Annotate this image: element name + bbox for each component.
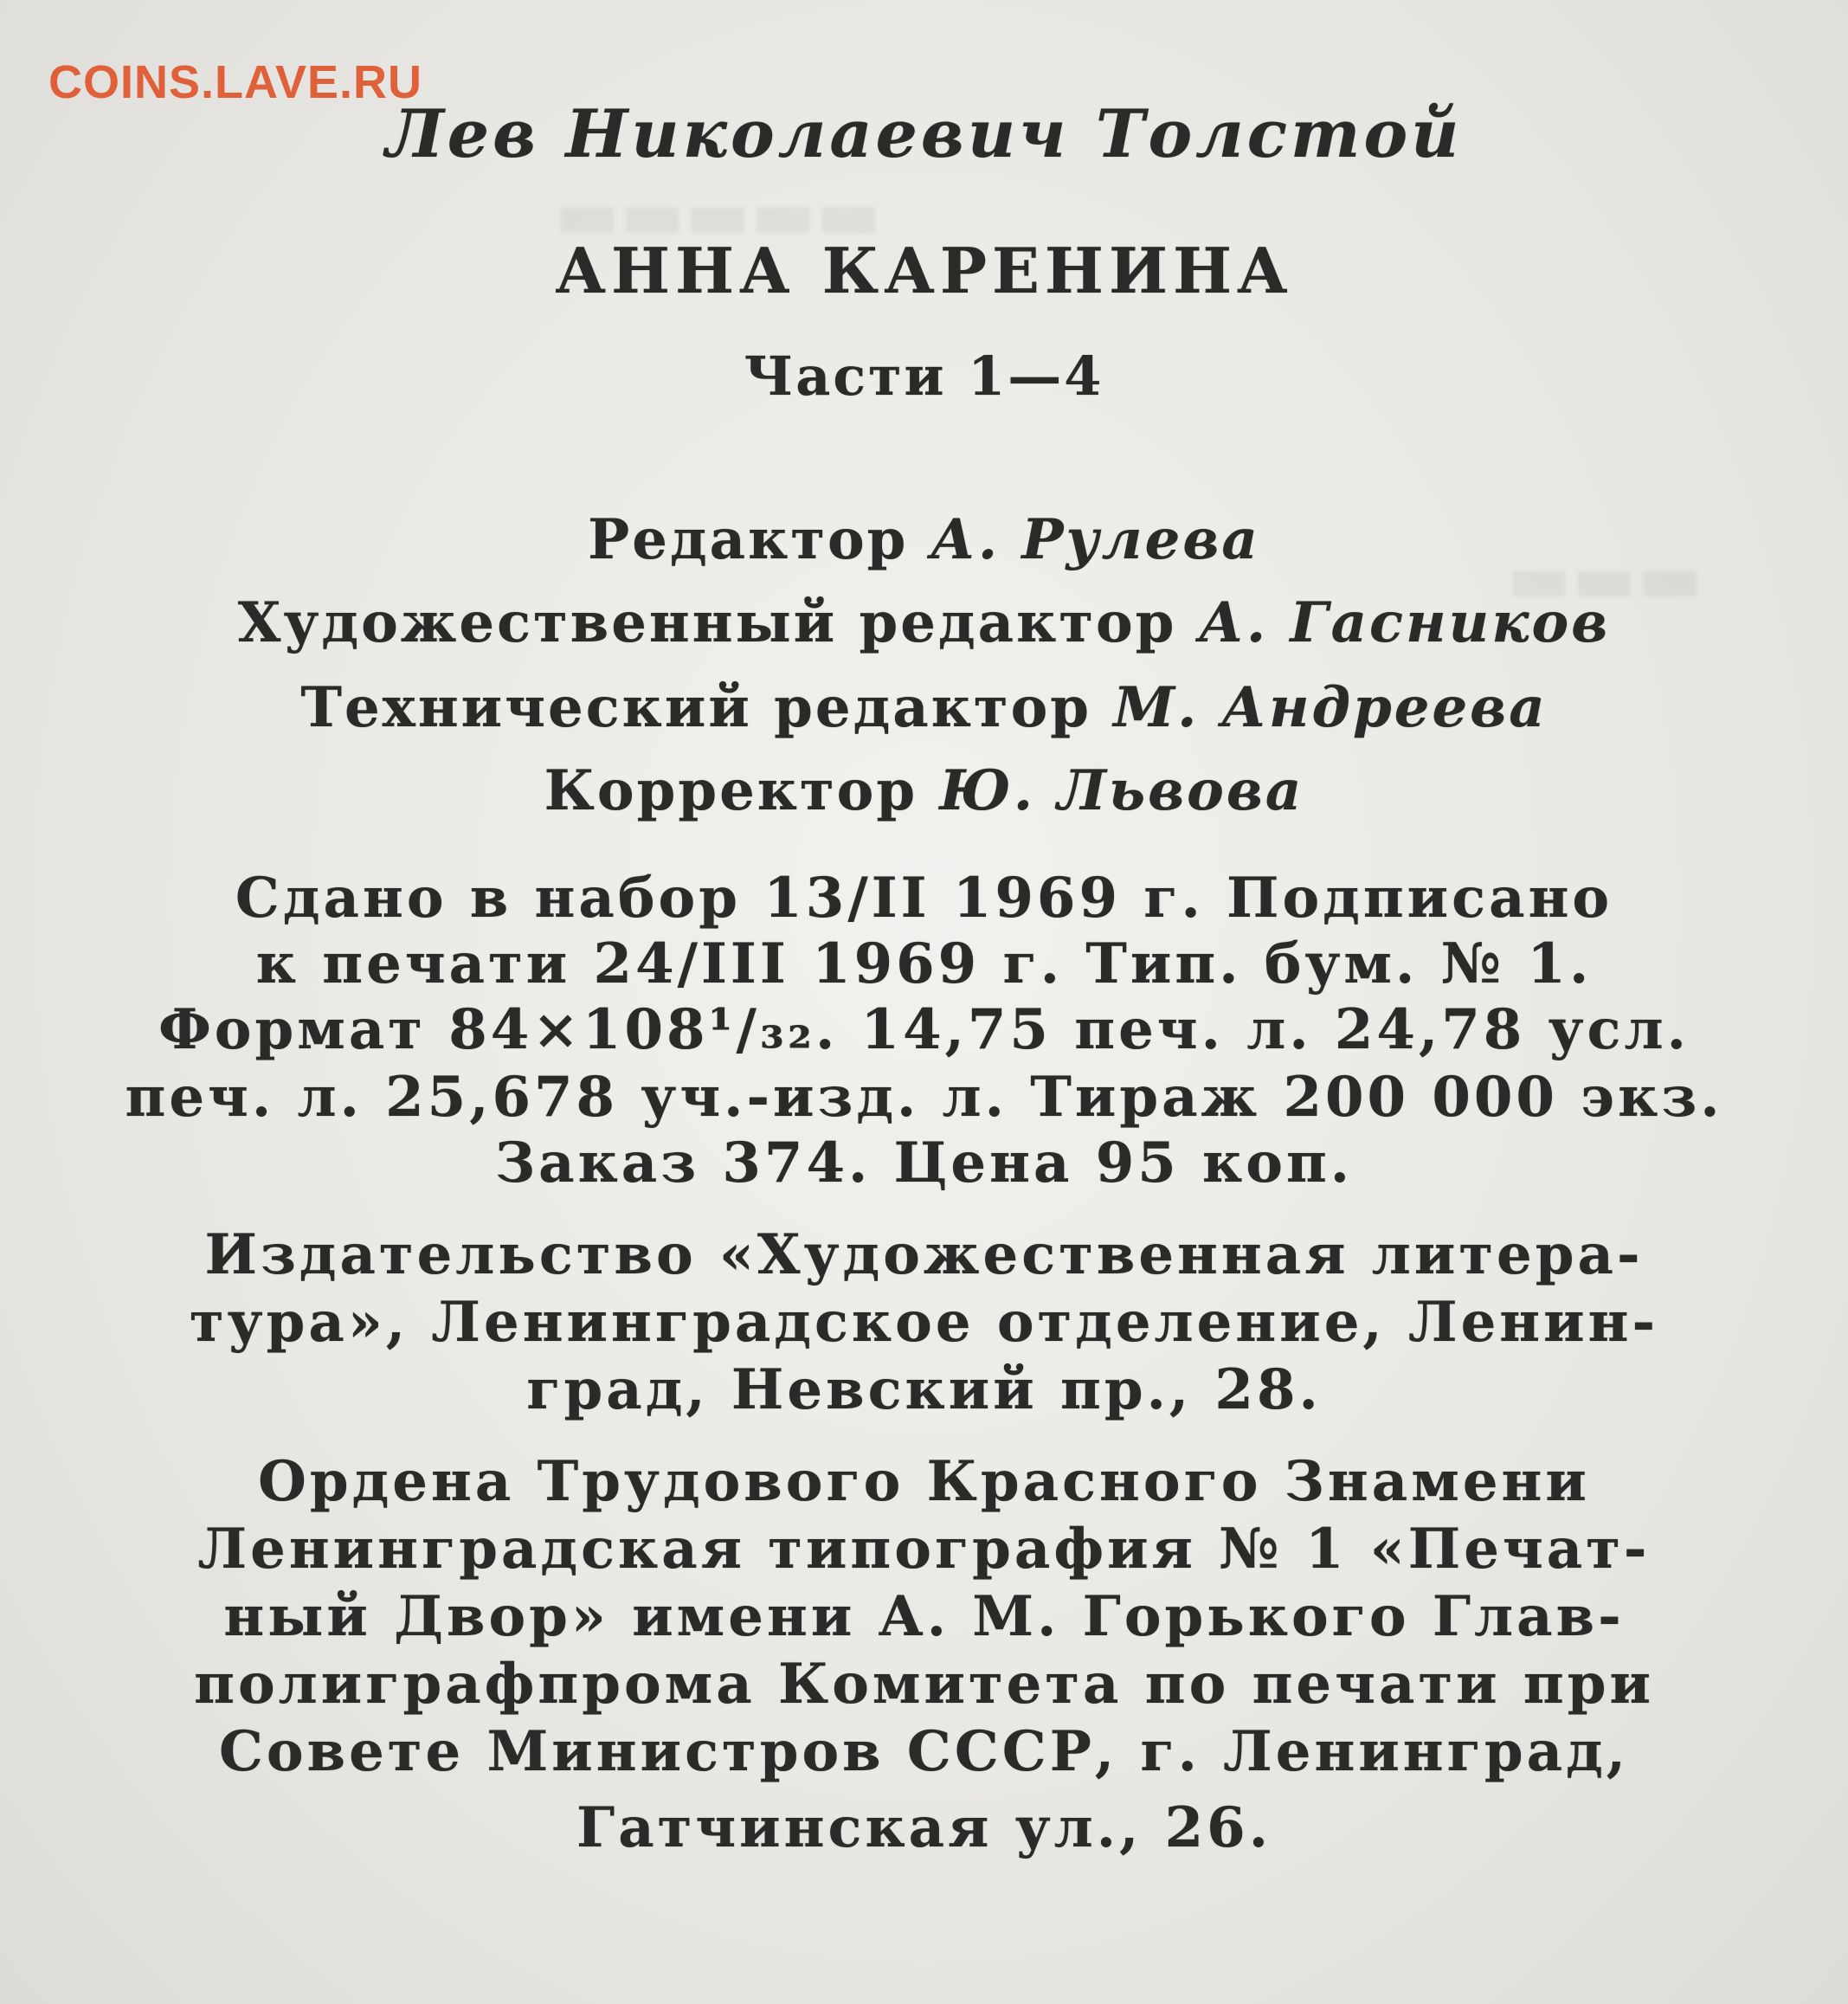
publisher-line: град, Невский пр., 28.	[526, 1357, 1322, 1422]
author-name: Лев Николаевич Толстой	[385, 95, 1463, 172]
staff-art-editor	[0, 590, 1848, 655]
print-info-line: к печати 24/III 1969 г. Тип. бум. № 1.	[255, 931, 1593, 996]
print-info-line: Сдано в набор 13/II 1969 г. Подписано	[235, 866, 1613, 931]
book-parts: Части 1—4	[744, 345, 1104, 408]
show-through-text-right: ▬▬▬	[1506, 537, 1703, 618]
staff-person: А. Гасников	[1198, 590, 1611, 655]
print-info-line: печ. л. 25,678 уч.-изд. л. Тираж 200 000 экз.	[125, 1065, 1723, 1130]
print-info-line: Формат 84×108¹/₃₂. 14,75 печ. л. 24,78 усл.	[158, 997, 1690, 1062]
staff-person: Ю. Львова	[939, 758, 1304, 823]
watermark: COINS.LAVE.RU	[48, 56, 423, 108]
staff-person: М. Андреева	[1113, 675, 1548, 740]
printer-line: Совете Министров СССР, г. Ленинград,	[218, 1719, 1630, 1784]
print-info-line: Заказ 374. Цена 95 коп.	[494, 1131, 1354, 1195]
printer-line: полиграфпрома Комитета по печати при	[194, 1652, 1654, 1717]
book-title: АННА КАРЕНИНА	[555, 234, 1293, 307]
printer-line: Ордена Трудового Красного Знамени	[258, 1449, 1590, 1514]
staff-technical-editor	[0, 675, 1848, 740]
staff-role: Технический редактор	[300, 675, 1092, 740]
staff-person: А. Рулева	[930, 507, 1260, 572]
staff-role: Художественный редактор	[237, 590, 1177, 655]
printer-line: Ленинградская типография № 1 «Печат-	[197, 1517, 1651, 1582]
staff-proofreader	[0, 758, 1848, 823]
publisher-line: тура», Ленинградское отделение, Ленин-	[189, 1290, 1659, 1355]
printer-line: Гатчинская ул., 26.	[576, 1795, 1272, 1860]
printer-line: ный Двор» имени А. М. Горького Глав-	[223, 1584, 1625, 1649]
staff-editor	[0, 507, 1848, 572]
show-through-text: ▬▬▬▬▬	[554, 173, 881, 255]
staff-role: Редактор	[588, 507, 909, 572]
staff-role: Корректор	[544, 758, 918, 823]
publisher-line: Издательство «Художественная литера-	[204, 1222, 1644, 1287]
